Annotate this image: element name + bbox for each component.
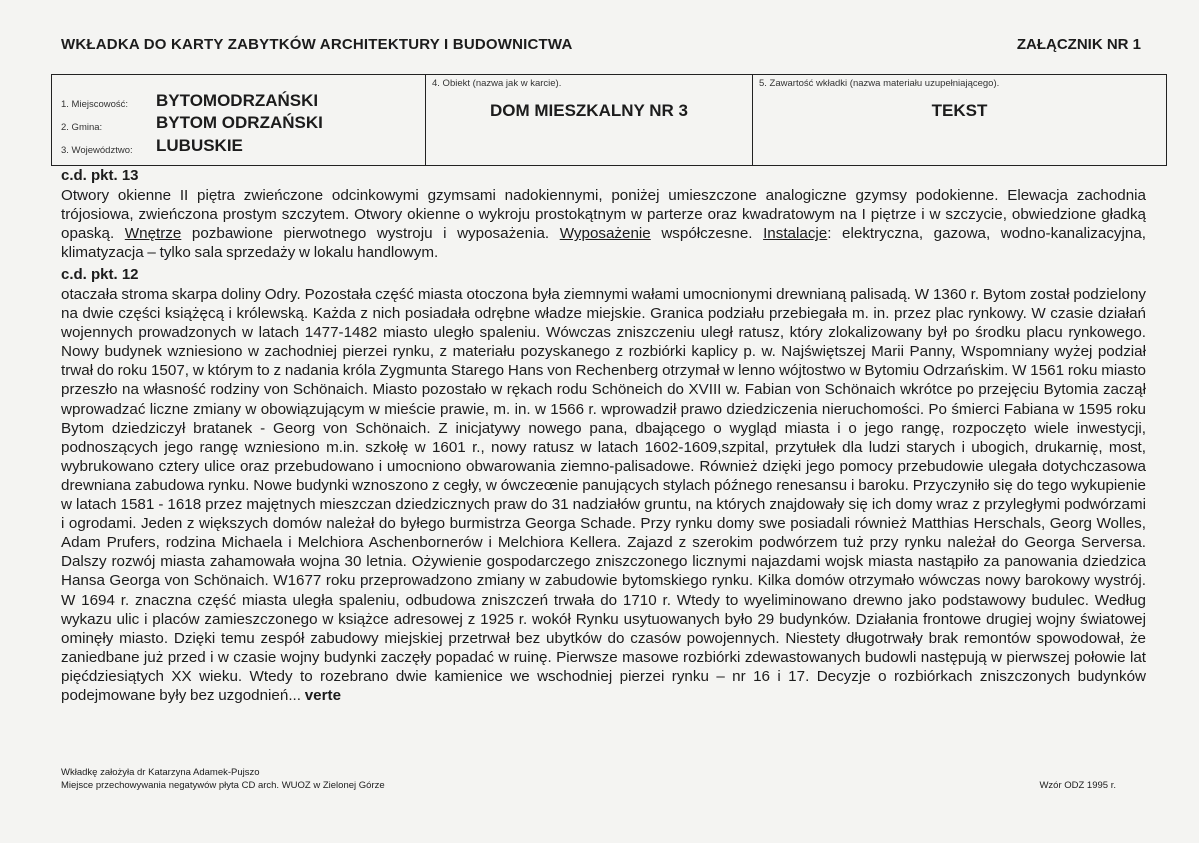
verte-label: verte (304, 686, 342, 704)
form-version: Wzór ODZ 1995 r. (1039, 780, 1116, 791)
gmina-value: BYTOM ODRZAŃSKI (156, 113, 323, 132)
location-cell (52, 75, 426, 165)
footer-left (61, 766, 385, 792)
section-12-text (61, 285, 1146, 705)
installations-term: Instalacje (763, 225, 828, 243)
section-13-text-4: : elektryczna, gazowa, wodno-kanalizacyjna, klimatyzacja – tylko sala sprzedaży w lokalu handlowym. (61, 225, 1147, 262)
header-title: WKŁADKA DO KARTY ZABYTKÓW ARCHITEKTURY I BUDOWNICTWA (61, 36, 573, 53)
storage-note: Miejsce przechowywania negatywów płyta CD arch. WUOZ w Zielonej Górze (61, 780, 385, 791)
content-cell (753, 75, 1166, 165)
section-13-heading: c.d. pkt. 13 (61, 167, 139, 184)
info-box (51, 74, 1167, 166)
equipment-term: Wyposażenie (559, 225, 651, 243)
content-label: 5. Zawartość wkładki (nazwa materiału uzupełniającego). (759, 78, 1000, 89)
author-note: Wkładkę założyła dr Katarzyna Adamek-Pujszo (61, 767, 260, 778)
interior-term: Wnętrze (124, 225, 182, 243)
wojewodztwo-label: 3. Województwo: (61, 145, 133, 156)
section-13-text-3: współczesne. (650, 225, 764, 243)
wojewodztwo-value: LUBUSKIE (156, 136, 243, 155)
annex-number: ZAŁĄCZNIK NR 1 (1016, 36, 1141, 53)
section-13-text-1: Otwory okienne II piętra zwieńczone odcinkowymi gzymsami nadokiennymi, poniżej umieszczone analogiczne gzymsy podokienne. Elewacja zachodnia trójosiowa, zwieńczona prostym szczytem. Otwory okienne o wykroju prostokątnym w parterze oraz kwadratowym na I piętrze i w szczycie, obwiedzione gładką opaską. (61, 187, 1146, 243)
gmina-label: 2. Gmina: (61, 122, 103, 133)
object-label: 4. Obiekt (nazwa jak w karcie). (432, 78, 562, 89)
object-cell (426, 75, 753, 165)
miejscowosc-value: BYTOMODRZAŃSKI (156, 91, 319, 110)
content-value: TEKST (931, 101, 988, 120)
section-12-heading: c.d. pkt. 12 (61, 266, 139, 283)
miejscowosc-label: 1. Miejscowość: (61, 99, 129, 110)
section-12-body: otaczała stroma skarpa doliny Odry. Pozostała część miasta otoczona była ziemnymi wałami umocnionymi drewnianą palisadą. W 1360 r. Bytom został podzielony na dwie części książęcą i królewską. Każda z nich posiadała odrębne władze miejskie. Granica podziału przebiegała m. in. przez plac rynkowy. W czasie działań wojennych prowadzonych w latach 1477-1482 miasto uległo spaleniu. Wówczas zniszczeniu uległ ratusz, który zlokalizowany był po środku placu rynkowego. Nowy budynek wzniesiono w zachodniej pierzei rynku, z materiału pozyskanego z rozbiórki kaplicy p. w. Najświętszej Marii Panny, Wspomniany wyżej podział trwał do roku 1507, w którym to z nadania króla Zygmunta Starego Hans von Rechenberg otrzymał w lenno wójtostwo w Bytomiu Odrzańskim. W 1561 roku miasto przeszło na własność rodziny von Schönaich. Miasto pozostało w rękach rodu Schöneich do XVIII w. Fabian von Schönaich wkrótce po przejęciu Bytomia zaczął wprowadzać liczne zmiany w obowiązującym w mieście prawie, m. in. w 1566 r. wprowadził prawo dziedziczenia nieruchomości. Po śmierci Fabiana w 1595 roku Bytom dziedziczył bratanek - Georg von Schönaich. Z inicjatywy nowego pana, dbającego o wygląd miasta i o jego rangę, rozpoczęto wiele inwestycji, podnoszących jego rangę wzniesiono m.in. szkołę w 1601 r., nowy ratusz w latach 1602-1609,szpital, przytułek dla ludzi starych i ubogich, drukarnię, most, wybrukowano cztery ulice oraz przebudowano i umocniono obwarowania ziemno-palisadowe. Również dzięki jego pomocy przebudowie ulegała dotychczasowa drewniana zabudowa rynku. Nowe budynki wznoszono z cegły, w ówczeœnie panujących stylach późnego renesansu i baroku. Przyczyniło się do tego wykupienie w latach 1581 - 1618 przez majętnych mieszczan dziedzicznych praw do 31 nadziałów gruntu, na których znajdowały się ich domy wraz z przyległymi podwórzami i ogrodami. Jeden z większych domów należał do byłego burmistrza Georga Schade. Przy rynku domy swe posiadali również Matthias Herschals, Georg Wolles, Adam Prufers, rodzina Michaela i Melchiora Aschenbornerów i Melchiora Kellera. Zajazd z szerokim podwórzem tuż przy rynku należał do Georga Serversa. Dalszy rozwój miasta zahamowała wojna 30 letnia. Ożywienie gospodarczego zniszczonego licznymi najazdami wojsk miasta nastąpiło za panowania dziedzica Hansa Georga von Schönaich. W1677 roku przeprowadzono zmiany w zabudowie bytomskiego rynku. Kilka domów otrzymało wówczas nowy barokowy wystrój. W 1694 r. znaczna część miasta uległa spaleniu, odbudowa zniszczeń trwała do 1710 r. Wtedy to wyeliminowano drewno jako podstawowy budulec. Według wykazu ulic i placów zamieszczonego w książce adresowej z 1925 r. wokół Rynku usytuowanych było 29 budynków. Działania frontowe drugiej wojny światowej ominęły miasto. Dzięki temu zespół zabudowy miejskiej przetrwał bez ubytków do czasów powojennych. Niestety długotrwały brak remontów spowodował, że zaniedbane już przed i w czasie wojny budynki zaczęły popadać w ruinę. Pierwsze masowe rozbiórki zdewastowanych budowli następują w pierwszej połowie lat pięćdziesiątych XX wieku. Wtedy to rozebrano dwie kamienice we wschodniej pierzei rynku – nr 16 i 17. Decyzje o rozbiórkach zniszczonych budynków podejmowane były bez uzgodnień... (61, 286, 1146, 704)
section-13-text-2: pozbawione pierwotnego wystroju i wyposażenia. (181, 225, 560, 243)
section-13-text (61, 186, 1146, 262)
object-value: DOM MIESZKALNY NR 3 (489, 101, 689, 120)
